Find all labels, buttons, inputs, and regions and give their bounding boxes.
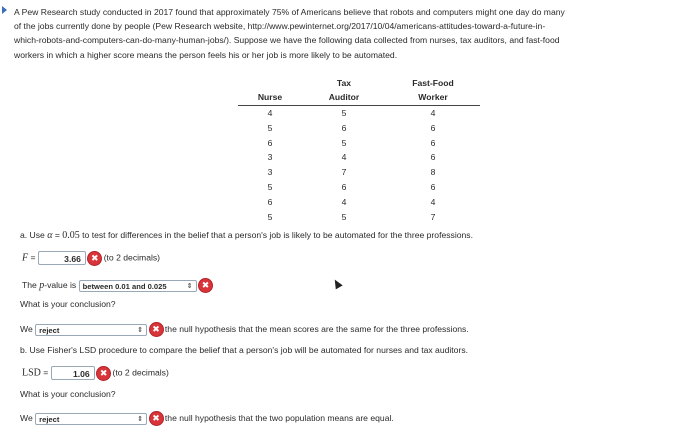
part-b-prompt: b. Use Fisher's LSD procedure to compare the belief that a person's job will be automated for nurses and tax auditors. — [20, 345, 469, 355]
incorrect-icon: ✖ — [150, 412, 163, 425]
table-cell: 8 — [430, 167, 436, 178]
table-cell: 7 — [430, 211, 436, 222]
lsd-label: LSD — [22, 367, 41, 379]
incorrect-icon: ✖ — [150, 323, 163, 336]
table-cell: 6 — [430, 137, 436, 148]
p-symbol: p — [39, 279, 45, 291]
table-cell: 5 — [341, 211, 347, 222]
pvalue-select-value: between 0.01 and 0.025 — [82, 281, 167, 291]
table-cell: 7 — [341, 167, 347, 178]
table-header-nurse: Nurse — [238, 90, 302, 106]
table-cell: 4 — [430, 196, 436, 207]
table-header-fast-food-worker: Worker — [386, 90, 480, 106]
table-cell: 6 — [430, 152, 436, 163]
equals-sign: = — [40, 367, 51, 378]
table-cell: 6 — [267, 196, 273, 207]
equals-sign: = — [28, 252, 38, 263]
dropdown-arrow-icon: ⇕ — [137, 326, 144, 334]
intro-line: workers in which a higher score means the person feels his or her job is more likely to be automated. — [14, 49, 398, 60]
pvalue-text: The — [22, 279, 40, 290]
table-row — [238, 106, 480, 121]
part-a-prompt-text: a. Use — [20, 230, 48, 240]
table-cell: 4 — [341, 152, 347, 163]
table-cell: 3 — [267, 152, 273, 163]
equals-sign: = — [52, 230, 63, 240]
pvalue-text: -value is — [44, 279, 77, 290]
lsd-row — [22, 366, 169, 380]
table-row — [238, 165, 480, 180]
mouse-cursor-icon — [331, 278, 342, 290]
f-value-input[interactable]: 3.66 — [38, 251, 86, 265]
part-a-conclusion-select[interactable] — [35, 324, 147, 336]
table-cell: 5 — [341, 137, 347, 148]
f-note: (to 2 decimals) — [103, 252, 161, 263]
part-b-conclusion-question: What is your conclusion? — [20, 389, 116, 399]
table-top-header — [238, 76, 302, 90]
intro-paragraph — [14, 5, 690, 62]
f-label: F — [22, 252, 29, 264]
table-cell: 5 — [267, 122, 273, 133]
part-a-conclusion-row — [20, 323, 469, 336]
table-cell: 3 — [267, 167, 273, 178]
table-cell: 4 — [267, 108, 273, 118]
table-cell: 5 — [267, 211, 273, 222]
part-a-conclusion-question: What is your conclusion? — [20, 299, 116, 309]
question-marker-icon — [2, 6, 7, 14]
incorrect-icon: ✖ — [97, 367, 110, 380]
table-cell: 6 — [430, 181, 436, 192]
table-top-header: Fast-Food — [412, 78, 454, 88]
part-a-prompt-text: to test for differences in the belief that a person's job is likely to be automated for the three professions. — [79, 230, 473, 240]
part-b-conclusion-text: the null hypothesis that the two population means are equal. — [164, 412, 394, 423]
table-row — [238, 210, 480, 225]
table-cell: 4 — [430, 108, 436, 118]
table-cell: 6 — [341, 181, 347, 192]
we-label: We — [20, 412, 33, 423]
table-row — [238, 136, 480, 151]
dropdown-arrow-icon: ⇕ — [186, 282, 193, 290]
alpha-value: 0.05 — [62, 230, 80, 241]
pvalue-row — [22, 279, 212, 292]
data-table — [238, 76, 480, 224]
table-body — [238, 106, 480, 225]
table-header-tax-auditor: Auditor — [302, 90, 386, 106]
part-a-conclusion-text: the null hypothesis that the mean scores are the same for the three professions. — [164, 323, 469, 334]
part-b-conclusion-row — [20, 412, 394, 425]
part-b-conclusion-select[interactable] — [35, 413, 147, 425]
pvalue-select[interactable] — [79, 280, 197, 292]
table-cell: 6 — [341, 122, 347, 133]
table-cell: 6 — [430, 122, 436, 133]
conclusion-select-value: reject — [39, 325, 60, 335]
table-cell: 4 — [341, 196, 347, 207]
we-label: We — [20, 323, 33, 334]
table-cell: 5 — [341, 108, 347, 118]
alpha-symbol: α — [47, 230, 53, 241]
incorrect-icon: ✖ — [199, 279, 212, 292]
dropdown-arrow-icon: ⇕ — [137, 415, 144, 423]
conclusion-select-value: reject — [39, 414, 60, 424]
table-row — [238, 195, 480, 210]
table-row — [238, 180, 480, 195]
f-statistic-row — [22, 251, 160, 265]
table-cell: 6 — [267, 137, 273, 148]
intro-line: of the jobs currently done by people (Pew Research website, http://www.pewinternet.org/2017/10/04/americans-attitudes-toward-a-future-in- — [14, 21, 546, 32]
lsd-note: (to 2 decimals) — [112, 367, 169, 378]
table-row — [238, 121, 480, 136]
intro-line: which-robots-and-computers-can-do-many-human-jobs/). Suppose we have the following data collected from nurses, tax auditors, and fast-food — [14, 35, 560, 46]
table-cell: 5 — [267, 181, 273, 192]
table-row — [238, 150, 480, 165]
table-top-header: Tax — [336, 78, 352, 88]
part-a-prompt — [20, 230, 473, 241]
incorrect-icon: ✖ — [88, 252, 101, 265]
lsd-value-input[interactable]: 1.06 — [51, 366, 95, 380]
intro-line: A Pew Research study conducted in 2017 found that approximately 75% of Americans believe that robots and computers might one day do many — [14, 7, 565, 17]
